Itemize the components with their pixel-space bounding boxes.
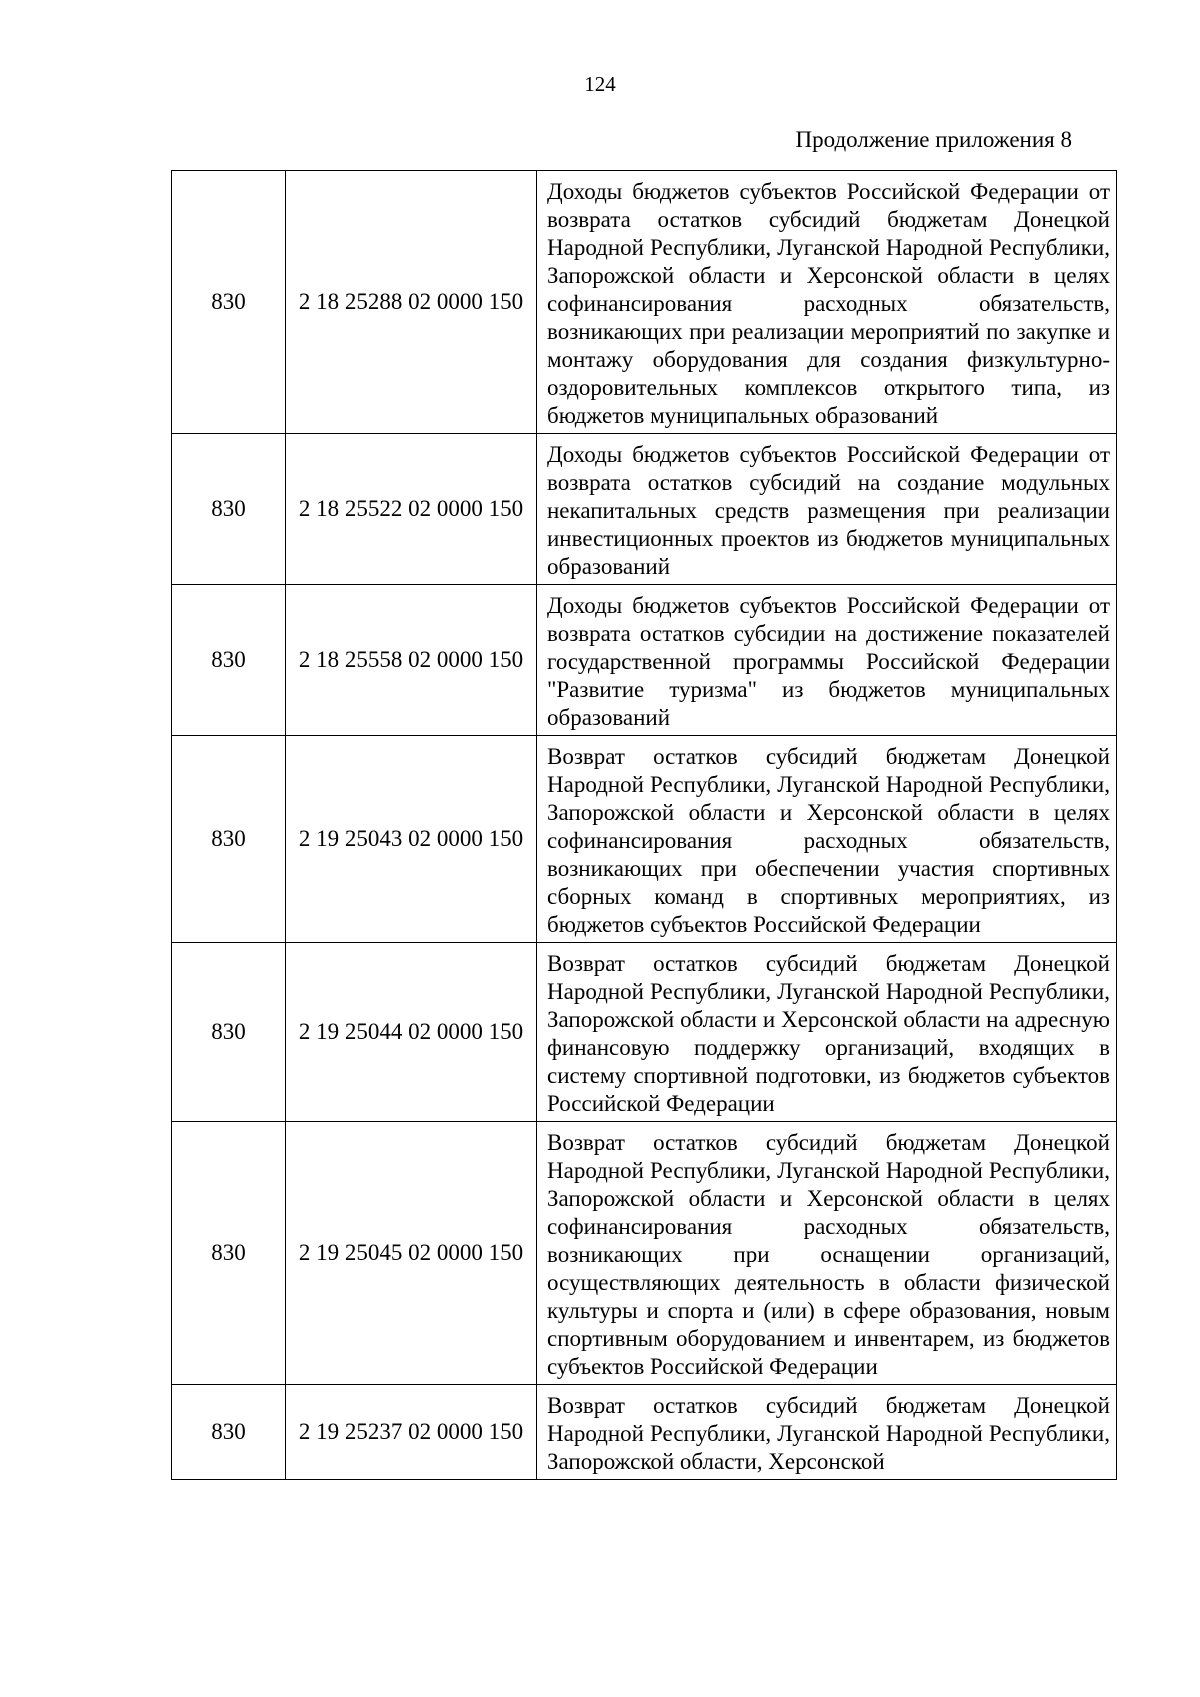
budget-code-cell: 2 18 25522 02 0000 150 — [286, 434, 537, 585]
description-cell: Возврат остатков субсидий бюджетам Донецкой Народной Республики, Луганской Народной Республики, Запорожской области и Херсонской области на адресную финансовую поддержку организаций, входящих в систему спортивной подготовки, из бюджетов субъектов Российской Федерации — [537, 943, 1117, 1122]
description-cell: Доходы бюджетов субъектов Российской Федерации от возврата остатков субсидий бюджетам Донецкой Народной Республики, Луганской Народной Республики, Запорожской области и Херсонской области в целях софинансирования расходных обязательств, возникающих при реализации мероприятий по закупке и монтажу оборудования для создания физкультурно-оздоровительных комплексов открытого типа, из бюджетов муниципальных образований — [537, 171, 1117, 434]
description-cell: Возврат остатков субсидий бюджетам Донецкой Народной Республики, Луганской Народной Республики, Запорожской области и Херсонской области в целях софинансирования расходных обязательств, возникающих при оснащении организаций, осуществляющих деятельность в области физической культуры и спорта и (или) в сфере образования, новым спортивным оборудованием и инвентарем, из бюджетов субъектов Российской Федерации — [537, 1122, 1117, 1385]
budget-code-cell: 2 18 25558 02 0000 150 — [286, 585, 537, 736]
budget-code-cell: 2 18 25288 02 0000 150 — [286, 171, 537, 434]
admin-code-cell: 830 — [172, 736, 286, 943]
admin-code-cell: 830 — [172, 1385, 286, 1480]
admin-code-cell: 830 — [172, 585, 286, 736]
table-row — [172, 736, 1117, 943]
table-row — [172, 943, 1117, 1122]
table-row — [172, 1122, 1117, 1385]
description-cell: Возврат остатков субсидий бюджетам Донецкой Народной Республики, Луганской Народной Республики, Запорожской области и Херсонской области в целях софинансирования расходных обязательств, возникающих при обеспечении участия спортивных сборных команд в спортивных мероприятиях, из бюджетов субъектов Российской Федерации — [537, 736, 1117, 943]
budget-code-cell: 2 19 25043 02 0000 150 — [286, 736, 537, 943]
table-row — [172, 585, 1117, 736]
admin-code-cell: 830 — [172, 943, 286, 1122]
budget-code-cell: 2 19 25045 02 0000 150 — [286, 1122, 537, 1385]
appendix-continuation-note: Продолжение приложения 8 — [795, 127, 1072, 152]
budget-codes-table — [171, 170, 1117, 1480]
table-row — [172, 434, 1117, 585]
admin-code-cell: 830 — [172, 1122, 286, 1385]
budget-code-cell: 2 19 25044 02 0000 150 — [286, 943, 537, 1122]
description-cell: Доходы бюджетов субъектов Российской Федерации от возврата остатков субсидии на достижение показателей государственной программы Российской Федерации "Развитие туризма" из бюджетов муниципальных образований — [537, 585, 1117, 736]
description-cell: Доходы бюджетов субъектов Российской Федерации от возврата остатков субсидий на создание модульных некапитальных средств размещения при реализации инвестиционных проектов из бюджетов муниципальных образований — [537, 434, 1117, 585]
admin-code-cell: 830 — [172, 171, 286, 434]
budget-code-cell: 2 19 25237 02 0000 150 — [286, 1385, 537, 1480]
page-number: 124 — [584, 72, 616, 96]
description-cell: Возврат остатков субсидий бюджетам Донецкой Народной Республики, Луганской Народной Республики, Запорожской области, Херсонской — [537, 1385, 1117, 1480]
table-row — [172, 171, 1117, 434]
admin-code-cell: 830 — [172, 434, 286, 585]
table-row — [172, 1385, 1117, 1480]
